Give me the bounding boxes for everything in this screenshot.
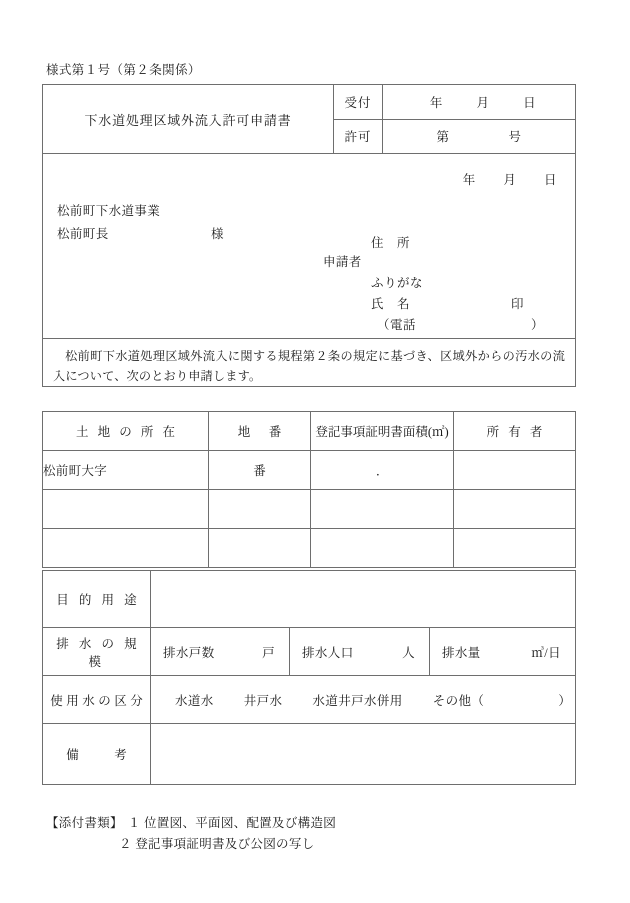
seal-mark: 印 (511, 297, 524, 311)
column-header-location: 土 地 の 所 在 (43, 412, 209, 451)
date-day-label: 日 (543, 173, 557, 187)
header-table (42, 84, 576, 387)
table-row (43, 571, 576, 628)
water-option-well[interactable]: 井戸水 (243, 693, 283, 708)
drainage-households-unit: 戸 (262, 645, 275, 660)
attachment-item-1: １ 位置図、平面図、配置及び構造図 (127, 816, 337, 830)
drainage-volume-unit: ㎥/日 (531, 645, 562, 660)
table-row (43, 154, 576, 339)
cell-area[interactable]: ． (311, 451, 454, 490)
cell-area[interactable] (311, 490, 454, 529)
statement-cell (43, 339, 576, 387)
applicant-telephone-close-paren: ） (531, 318, 544, 332)
form-number: 様式第１号（第２条関係） (46, 63, 201, 77)
table-row (43, 451, 576, 490)
purpose-value[interactable] (151, 571, 576, 628)
addressee-mayor: 松前町長 (57, 227, 109, 241)
table-row (43, 724, 576, 785)
water-option-other-close: ） (558, 693, 572, 708)
cell-area[interactable] (311, 529, 454, 568)
applicant-telephone-label[interactable]: （電話 (377, 318, 417, 332)
applicant-name-label[interactable]: 氏 名 (371, 297, 411, 311)
reception-label: 受付 (334, 85, 383, 120)
table-row (43, 676, 576, 724)
reception-date-field[interactable] (383, 85, 576, 120)
applicant-block (43, 154, 576, 339)
attachments-heading: 【添付書類】 (46, 816, 123, 830)
drainage-households-field[interactable] (151, 628, 290, 676)
table-header-row (43, 412, 576, 451)
cell-lot-number[interactable]: 番 (209, 451, 311, 490)
column-header-area: 登記事項証明書面積(㎡) (311, 412, 454, 451)
cell-location[interactable] (43, 490, 209, 529)
cell-location[interactable]: 松前町大字 (43, 451, 209, 490)
water-option-tap[interactable]: 水道水 (175, 693, 214, 708)
cell-lot-number[interactable] (209, 529, 311, 568)
applicant-address-label[interactable]: 住 所 (371, 236, 411, 250)
table-row (43, 85, 576, 120)
permit-label: 許可 (334, 119, 383, 154)
purpose-label: 目 的 用 途 (43, 571, 151, 628)
remarks-value[interactable] (151, 724, 576, 785)
reception-month-label: 月 (476, 95, 490, 110)
addressee-honorific: 様 (211, 227, 224, 241)
column-header-lot-number: 地 番 (209, 412, 311, 451)
water-option-other-open: その他（ (432, 693, 485, 708)
water-source-options (151, 676, 576, 724)
table-row (43, 490, 576, 529)
date-month-label: 月 (503, 173, 517, 187)
cell-location[interactable] (43, 529, 209, 568)
drainage-population-name: 排水人口 (302, 645, 354, 660)
permit-number-field[interactable] (383, 119, 576, 154)
statement-text: 松前町下水道処理区域外流入に関する規程第２条の規定に基づき、区域外からの汚水の流入について、次のとおり申請します。 (53, 349, 565, 384)
cell-owner[interactable] (454, 529, 576, 568)
attachments-line-2 (119, 834, 314, 852)
table-row (43, 339, 576, 387)
remarks-label: 備 考 (43, 724, 151, 785)
drainage-households-name: 排水戸数 (163, 645, 215, 660)
land-table (42, 411, 576, 568)
applicant-furigana-label[interactable]: ふりがな (371, 276, 424, 290)
permit-number-suffix: 号 (508, 130, 522, 145)
document-title: 下水道処理区域外流入許可申請書 (43, 85, 334, 154)
applicant-label: 申請者 (323, 255, 362, 269)
column-header-owner: 所 有 者 (454, 412, 576, 451)
cell-owner[interactable] (454, 451, 576, 490)
water-source-label: 使用水の区分 (43, 676, 151, 724)
addressee-organization: 松前町下水道事業 (57, 204, 161, 218)
table-row (43, 628, 576, 676)
application-date[interactable] (463, 170, 557, 188)
detail-table (42, 570, 576, 785)
cell-lot-number[interactable] (209, 490, 311, 529)
drainage-volume-name: 排水量 (442, 645, 481, 660)
attachments-line-1 (46, 813, 336, 831)
drainage-population-field[interactable] (290, 628, 430, 676)
drainage-scale-label: 排 水 の 規 模 (43, 628, 151, 676)
water-option-other[interactable] (433, 691, 572, 709)
permit-number-prefix: 第 (436, 130, 450, 145)
attachment-item-2: ２ 登記事項証明書及び公図の写し (119, 837, 315, 851)
drainage-population-unit: 人 (402, 645, 415, 660)
date-year-label: 年 (462, 173, 476, 187)
cell-owner[interactable] (454, 490, 576, 529)
drainage-volume-field[interactable] (430, 628, 576, 676)
table-row (43, 529, 576, 568)
reception-day-label: 日 (523, 95, 537, 110)
water-option-combined[interactable]: 水道井戸水併用 (312, 693, 403, 708)
reception-year-label: 年 (429, 95, 443, 110)
